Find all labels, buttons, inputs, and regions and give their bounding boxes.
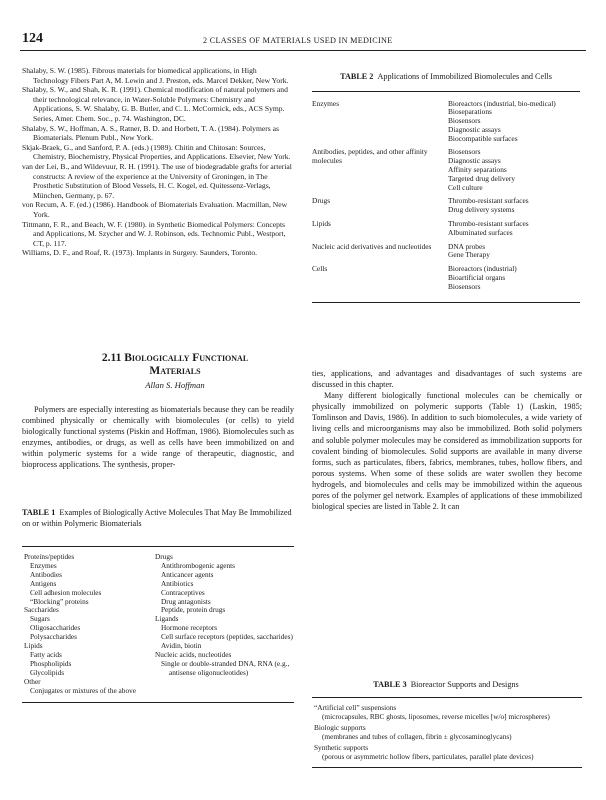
table-row (312, 265, 580, 291)
table-3-group-detail: (microcapsules, RBC ghosts, liposomes, reverse micelles [w/o] microspheres) (322, 711, 550, 721)
header-rule (20, 50, 586, 51)
table-2-app: Diagnostic assays (448, 156, 501, 166)
table-row (312, 100, 580, 144)
table-1-caption (22, 508, 294, 529)
table-1-group-head: Ligands (155, 614, 179, 624)
table-3-caption-text: Bioreactor Supports and Designs (410, 680, 519, 689)
reference-item: Tittmann, F. R., and Beach, W. F. (1980). in Synthetic Biomedical Polymers: Concepts and Applications, M. Szycher and W. J. Robinson, eds. Technomic Publ., Westport, CT, p. 117. (22, 219, 286, 248)
right-body-text (312, 368, 582, 512)
table-2-app: Cell culture (448, 182, 483, 192)
table-1-group-head: Proteins/peptides (24, 552, 75, 561)
table-2-app: Gene Therapy (448, 250, 490, 260)
table-2-category: Enzymes (312, 98, 340, 108)
table-2-app: Thrombo-resistant surfaces (448, 196, 529, 206)
table-1-item: Cell surface receptors (peptides, saccharides) (161, 632, 293, 642)
table-1-item: Single or double-stranded DNA, RNA (e.g., antisense oligonucleotides) (161, 658, 290, 677)
table-1-item: Hormone receptors (161, 623, 218, 633)
left-body-text (22, 404, 294, 471)
paragraph: Many different biologically functional molecules can be chemically or physically immobilized on polymeric supports (Table 1) (Laskin, 1985; Tomlinson and Davis, 1986). In addition to such biomolecules, a wide variety of living cells and microorganisms may also be immobilized. Both solid polymers and soluble polymer molecules may be considered as immobilization supports for covalent binding of biomolecules. Solid supports are available in many diverse forms, such as particulates, fibers, fabrics, membranes, tubes, hollow fibers, and porous systems. When some of these solids are water swollen they become hydrogels, and biomolecules and cells may be immobilized within the aqueous pores of the polymer gel network. Examples of applications of these immobilized biological species are listed in Table 2. It can (312, 391, 582, 512)
table-1-item: Antigens (30, 578, 57, 588)
table-1-group-head: Other (24, 676, 41, 686)
paragraph: Polymers are especially interesting as biomaterials because they can be readily combined physically or chemically with biomolecules (or cells) to yield biologically functional systems (Piskin and Hoffman, 1986). Biomolecules such as enzymes, antibodies, or drugs, as well as cells have been immobilized on and within polymeric systems for a wide range of therapeutic, diagnostic, and bioprocess applications. The synthesis, proper- (22, 405, 294, 470)
table-1-item: Antibiotics (161, 578, 194, 588)
reference-item: Skjak-Braek, G., and Sanford, P. A. (eds.) (1989). Chitin and Chitosan: Sources, Chemistry, Biochemistry, Physical Properties, and Applications. Elsevier, New York. (22, 142, 291, 162)
table-1-item: Antithrombogenic agents (161, 560, 235, 570)
table-2-app: Biocompatible surfaces (448, 133, 518, 143)
table-2-category: Antibodies, peptides, and other affinity molecules (312, 147, 428, 166)
table-3-group (314, 724, 582, 742)
reference-item: von Recum, A. F. (ed.) (1986). Handbook of Biomaterials Evaluation. Macmillan, New York. (22, 200, 288, 219)
table-2-app: Biosensors (448, 116, 481, 126)
table-3-label: TABLE 3 (373, 680, 407, 689)
table-1-item: Contraceptives (161, 587, 205, 597)
table-1-group-head: Nucleic acids, nucleotides (155, 649, 232, 659)
table-2-app: DNA probes (448, 241, 486, 251)
table-2-caption (312, 72, 580, 83)
table-1-item: Antibodies (30, 569, 63, 579)
table-2-app: Diagnostic assays (448, 124, 501, 134)
table-1-item: Conjugates or mixtures of the above (30, 685, 136, 695)
table-2-app: Bioreactors (industrial) (448, 264, 517, 274)
table-2-category: Lipids (312, 219, 331, 229)
reference-item: Shalaby, S. W., Hoffman, A. S., Ratner, B. D. and Horbett, T. A. (1984). Polymers as Biomaterials. Plenum Publ., New York. (22, 123, 279, 143)
table-1-item: “Blocking” proteins (30, 596, 89, 606)
table-1-item: Sugars (30, 614, 50, 624)
table-1-column-1 (22, 553, 155, 696)
paragraph: ties, applications, and advantages and disadvantages of such systems are discussed in this chapter. (312, 369, 582, 390)
table-3-group-detail: (porous or asymmetric hollow fibers, particulates, parallel plate devices) (322, 751, 534, 761)
table-1-item: Oligosaccharides (30, 623, 81, 633)
reference-item: Shalaby, S. W. (1985). Fibrous materials for biomedical applications, in High Technology Fibers Part A, M. Lewin and J. Preston, eds. Marcel Dekker, New York. (22, 66, 289, 85)
table-1-label: TABLE 1 (22, 508, 56, 517)
table-1-body (22, 546, 294, 703)
table-2-app: Bioartificial organs (448, 273, 506, 283)
table-2-caption-text: Applications of Immobilized Biomolecules and Cells (377, 72, 552, 81)
table-row (312, 148, 580, 192)
table-row (312, 220, 580, 238)
table-1-item: Cell adhesion molecules (30, 587, 102, 597)
page-number: 124 (22, 31, 43, 46)
table-2-app: Biosensors (448, 147, 481, 157)
table-1-item: Peptide, protein drugs (161, 605, 226, 615)
table-2-app: Albuminated surfaces (448, 227, 513, 237)
table-1-item: Phospholipids (30, 658, 72, 668)
table-2-category: Drugs (312, 196, 331, 206)
table-1-group-head: Lipids (24, 641, 43, 651)
table-3-group (314, 704, 582, 722)
table-3-body (312, 697, 582, 768)
table-3-group (314, 744, 582, 762)
table-2-app: Affinity separations (448, 165, 507, 175)
table-1-group-head: Drugs (155, 552, 173, 561)
table-2-app: Bioseparations (448, 107, 492, 117)
table-row (312, 243, 580, 261)
table-2-category: Cells (312, 264, 328, 274)
table-1-item: Anticancer agents (161, 569, 214, 579)
table-2-app: Thrombo-resistant surfaces (448, 219, 529, 229)
table-1-item: Avidin, biotin (161, 641, 202, 651)
table-1-item: Glycolipids (30, 667, 65, 677)
section-heading (60, 352, 290, 390)
table-2-body (312, 91, 580, 303)
table-1-item: Polysaccharides (30, 632, 78, 642)
table-1-item: Drug antagonists (161, 596, 211, 606)
section-number: 2.11 (101, 352, 122, 364)
table-1-item: Enzymes (30, 560, 57, 570)
table-3-caption (312, 680, 580, 691)
table-2-app: Drug delivery systems (448, 205, 515, 215)
table-1-group-head: Saccharides (24, 605, 59, 615)
table-1-column-2 (155, 553, 294, 696)
table-row (312, 197, 580, 215)
table-3-group-head: “Artificial cell” suspensions (314, 703, 397, 712)
table-3-group-head: Biologic supports (314, 722, 366, 732)
section-title-line1: Biologically Functional (124, 352, 249, 364)
table-2-app: Targeted drug delivery (448, 173, 516, 183)
table-2-category: Nucleic acid derivatives and nucleotides (312, 241, 432, 251)
table-2-app: Bioreactors (industrial, bio-medical) (448, 98, 556, 108)
table-3-group-head: Synthetic supports (314, 742, 369, 752)
running-head: 2 CLASSES OF MATERIALS USED IN MEDICINE (203, 36, 393, 45)
section-author: Allan S. Hoffman (145, 380, 205, 390)
table-3-group-detail: (membranes and tubes of collagen, fibrin ± glycosaminoglycans) (322, 731, 512, 741)
table-1-caption-text: Examples of Biologically Active Molecules That May Be Immobilized on or within Polymeric Biomaterials (22, 508, 292, 528)
table-2 (312, 72, 580, 303)
reference-list (22, 66, 294, 258)
reference-item: van der Lei, B., and Wildevuur, R. H. (1991). The use of biodegradable grafts for arterial constructs: A review of the experience at the University of Groningen, in The Prosthetic Substitution of Blood Vessels, H. C. Kogel, ed. Quitessenz-Verlags, München, Germany, p. 67. (22, 161, 292, 200)
reference-item: Williams, D. F., and Roaf, R. (1973). Implants in Surgery. Saunders, Toronto. (22, 248, 258, 258)
section-title-line2: Materials (149, 365, 201, 377)
table-2-app: Biosensors (448, 281, 481, 291)
reference-item: Shalaby, S. W., and Shah, K. R. (1991). Chemical modification of natural polymers and their technological relevance, in Water-Soluble Polymers: Chemistry and Applications, S. W. Shalaby, G. B. Butler, and C. L. McCormick, eds., ACS Symp. Series, Amer. Chem. Soc., p. 74. Washington, DC. (22, 85, 288, 123)
table-1-item: Fatty acids (30, 649, 62, 659)
table-2-label: TABLE 2 (340, 72, 374, 81)
section-title (60, 352, 290, 378)
